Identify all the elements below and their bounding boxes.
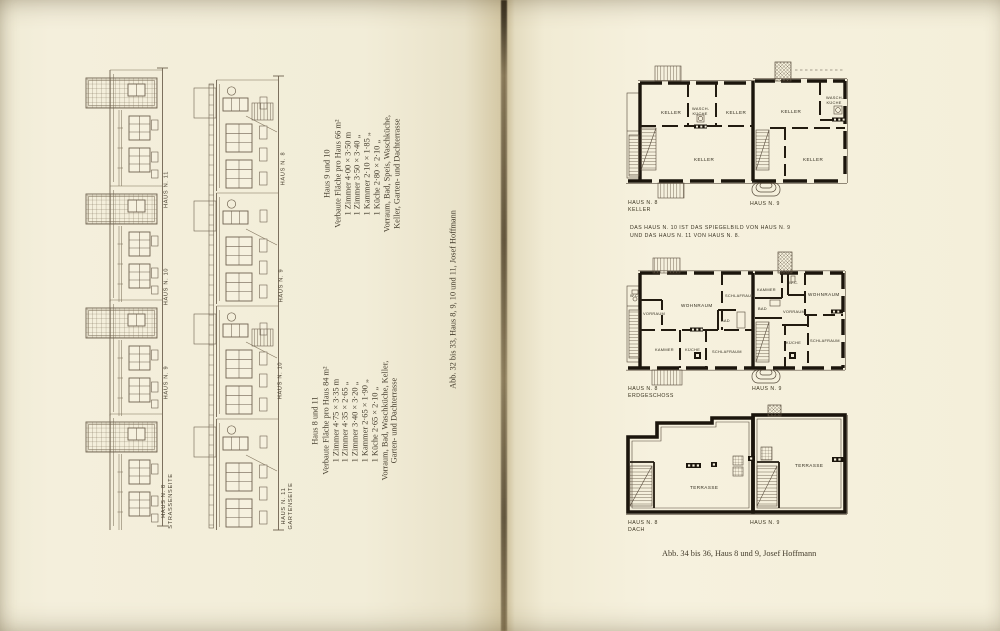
room-label: KÜCHE (826, 100, 842, 105)
house-label-right: HAUS N. 9 (750, 520, 780, 526)
info-item: 1 Zimmer 3·50 × 3·40 „ (352, 134, 362, 216)
info-title: Haus 9 und 10 (322, 149, 332, 198)
info-footer: Garten- und Dachterrasse (389, 377, 399, 464)
room-label: KELLER (781, 109, 802, 114)
info-footer: Keller, Garten- und Dachterrasse (391, 118, 401, 229)
info-item: 1 Zimmer 4·00 × 3·50 m (342, 131, 352, 216)
stairs (629, 66, 769, 198)
room-label: SCHLAFRAUM (712, 349, 742, 354)
street-elevation-drawing (70, 56, 175, 534)
garden-elevation-unit (194, 80, 278, 191)
floor-label: KELLER (628, 207, 651, 213)
room-label: KELLER (661, 110, 682, 115)
info-item: 1 Kammer 2·65 × 1·90 „ (360, 379, 370, 463)
info-subtitle: Verbaute Fläche pro Haus 84 m² (321, 366, 331, 475)
keller-plan-labels (628, 200, 780, 213)
book-gutter-crease (501, 0, 507, 631)
room-label: WASCH- (826, 95, 844, 100)
exterior-walls (628, 81, 845, 181)
floor-label: ERDGESCHOSS (628, 393, 674, 399)
dach-plan-labels (628, 520, 780, 533)
dach-floor-plan (615, 403, 893, 540)
room-label: KÜCHE (786, 340, 802, 345)
info-item: 1 Zimmer 4·75 × 3·35 m (331, 378, 341, 463)
room-label: KAMMER (655, 347, 674, 352)
mirror-note-line1: DAS HAUS N. 10 IST DAS SPIEGELBILD VON HAUS N. 9 (630, 225, 791, 231)
street-elevation-unit (86, 70, 162, 186)
info-item: 1 Kammer 2·10 × 1·85 „ (362, 132, 372, 216)
room-label: BAD (758, 306, 767, 311)
street-side-label-haus-9: HAUS N. 9 (163, 365, 170, 400)
floor-label: DACH (628, 527, 645, 533)
stair-block (252, 103, 273, 120)
info-block-haus-8-11 (310, 341, 399, 501)
dach-room-labels (690, 463, 823, 490)
info-block-haus-9-10 (322, 90, 401, 258)
mirror-note-line2: UND DAS HAUS N. 11 VON HAUS N. 8. (630, 232, 741, 239)
garden-side-label-haus-9: HAUS N. 9 (278, 268, 285, 303)
room-label: WASCH- (692, 106, 710, 111)
left-page-caption: Abb. 32 bis 33, Haus 8, 9, 10 und 11, Josef Hoffmann (448, 210, 458, 389)
room-label: SCHLAFRAUM (725, 293, 755, 298)
room-label: VORRAUM (643, 311, 665, 316)
room-label: SCHLAFRAUM (810, 338, 840, 343)
keller-floor-plan (615, 58, 890, 215)
street-title-line1: HAUS N. 8 (161, 484, 167, 518)
entrance-steps (752, 370, 780, 383)
room-label: KELLER (726, 110, 747, 115)
info-item: 1 Küche 2·80 × 2·10 „ (372, 139, 382, 216)
chimney (778, 252, 792, 273)
room-label: KELLER (694, 157, 715, 162)
house-label-left: HAUS N. 8 (628, 386, 658, 392)
room-label: BAD (721, 318, 730, 323)
room-label: KÜCHE (692, 111, 708, 116)
room-label: KÜCHE (685, 347, 701, 352)
house-label-left: HAUS N. 8 (628, 520, 658, 526)
info-footer: Vorraum, Bad, Waschküche, Keller, (379, 360, 389, 481)
info-item: 1 Zimmer 4·35 × 2·65 „ (340, 381, 350, 463)
room-label: TERRASSE (690, 485, 719, 490)
info-item: 1 Zimmer 3·40 × 3·20 „ (350, 381, 360, 463)
info-title: Haus 8 und 11 (310, 396, 320, 445)
street-side-label-haus-10: HAUS N. 10 (163, 267, 170, 306)
garden-title-line2: GARTENSEITE (288, 482, 294, 530)
right-page-caption: Abb. 34 bis 36, Haus 8 und 9, Josef Hoffmann (662, 549, 817, 558)
room-label: WOHNRAUM (808, 292, 840, 297)
room-label: WOHNRAUM (681, 303, 713, 308)
street-elevation-title (161, 466, 175, 536)
stairs (629, 258, 769, 385)
garden-title-line1: HAUS N. 11 (281, 487, 287, 525)
garden-elevation-title (281, 471, 295, 541)
chimney-strip (209, 84, 214, 528)
street-side-label-haus-11: HAUS N. 11 (163, 170, 170, 209)
interior-walls (640, 81, 845, 181)
info-footer: Vorraum, Bad, Speis, Waschküche, (382, 114, 392, 233)
room-label: KELLER (803, 157, 824, 162)
house-label-left: HAUS N. 8 (628, 200, 658, 206)
mirror-note (630, 225, 791, 240)
stair-block (252, 329, 273, 346)
house-label-right: HAUS N. 9 (750, 201, 780, 207)
wall-face-lines (626, 271, 845, 370)
erdgeschoss-floor-plan (615, 246, 893, 400)
room-label: W.C. (789, 280, 799, 285)
erdgeschoss-plan-labels (628, 386, 782, 399)
room-label: W.C. (630, 293, 640, 298)
house-label-right: HAUS N. 9 (752, 386, 782, 392)
street-title-line2: STRASSENSEITE (168, 473, 174, 529)
room-label: TERRASSE (795, 463, 824, 468)
garden-side-label-haus-8: HAUS N. 8 (280, 151, 287, 186)
info-subtitle: Verbaute Fläche pro Haus 66 m² (333, 119, 343, 228)
room-label: VORRAUM (783, 309, 805, 314)
room-label: KAMMER (757, 287, 776, 292)
entrance-steps (752, 183, 780, 196)
garden-side-label-haus-10: HAUS N. 10 (277, 361, 284, 400)
chimney (775, 62, 791, 81)
info-item: 1 Küche 2·65 × 2·10 „ (370, 386, 380, 463)
